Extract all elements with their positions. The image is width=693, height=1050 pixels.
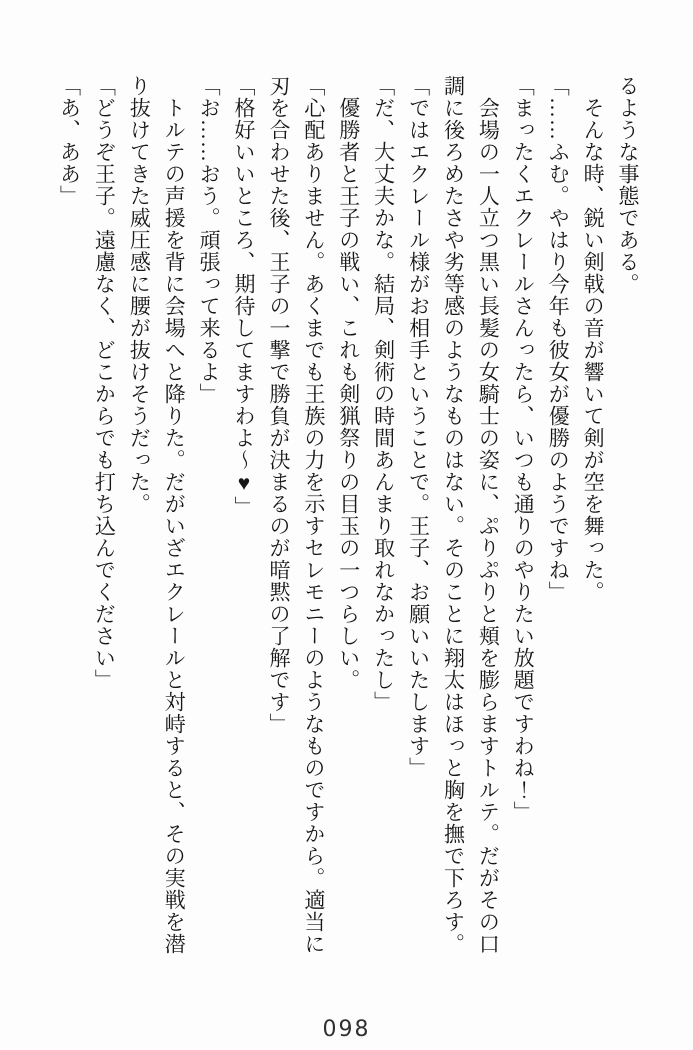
text-column: 「……ふむ。やはり今年も彼女が優勝のようですね」 [546, 75, 571, 603]
text-column: 優勝者と王子の戦い、これも剣猟祭りの目玉の一つらしい。 [336, 75, 361, 691]
text-column: 刃を合わせた後、王子の一撃で勝負が決まるのが暗黙の了解です」 [266, 75, 291, 735]
text-column: 調に後ろめたさや劣等感のようなものはない。そのことに翔太はほっと胸を撫で下ろす。 [441, 75, 466, 955]
text-column: 「格好いいところ、期待してますわよ～♥」 [232, 75, 257, 518]
vertical-text-block [52, 75, 645, 997]
text-column: 「ではエクレール様がお相手ということで。王子、お願いいたします」 [406, 75, 431, 779]
text-column: 「だ、大丈夫かな。結局、剣術の時間あんまり取れなかったし」 [371, 75, 396, 713]
text-column: 「まったくエクレールさんったら、いつも通りのやりたい放題ですわね！」 [511, 75, 536, 823]
text-column: トルテの声援を背に会場へと降りた。だがいざエクレールと対峙すると、その実戦を潜 [162, 75, 187, 955]
page-number: 098 [322, 1017, 371, 1042]
text-column: そんな時、鋭い剣戟の音が響いて剣が空を舞った。 [581, 75, 606, 603]
text-column: 「どうぞ王子。遠慮なく、どこからでも打ち込んでください」 [92, 75, 117, 691]
text-column: るような事態である。 [616, 75, 640, 295]
text-column: 「心配ありません。あくまでも王族の力を示すセレモニーのようなものですから。適当に [301, 75, 326, 955]
text-column: り抜けてきた威圧感に腰が抜けそうだった。 [127, 75, 152, 515]
text-column: 「あ、ああ」 [57, 75, 82, 207]
text-column: 「お……おう。頑張って来るよ」 [197, 75, 222, 405]
text-column: 会場の一人立つ黒い長髪の女騎士の姿に、ぷりぷりと頬を膨らますトルテ。だがその口 [476, 75, 501, 955]
